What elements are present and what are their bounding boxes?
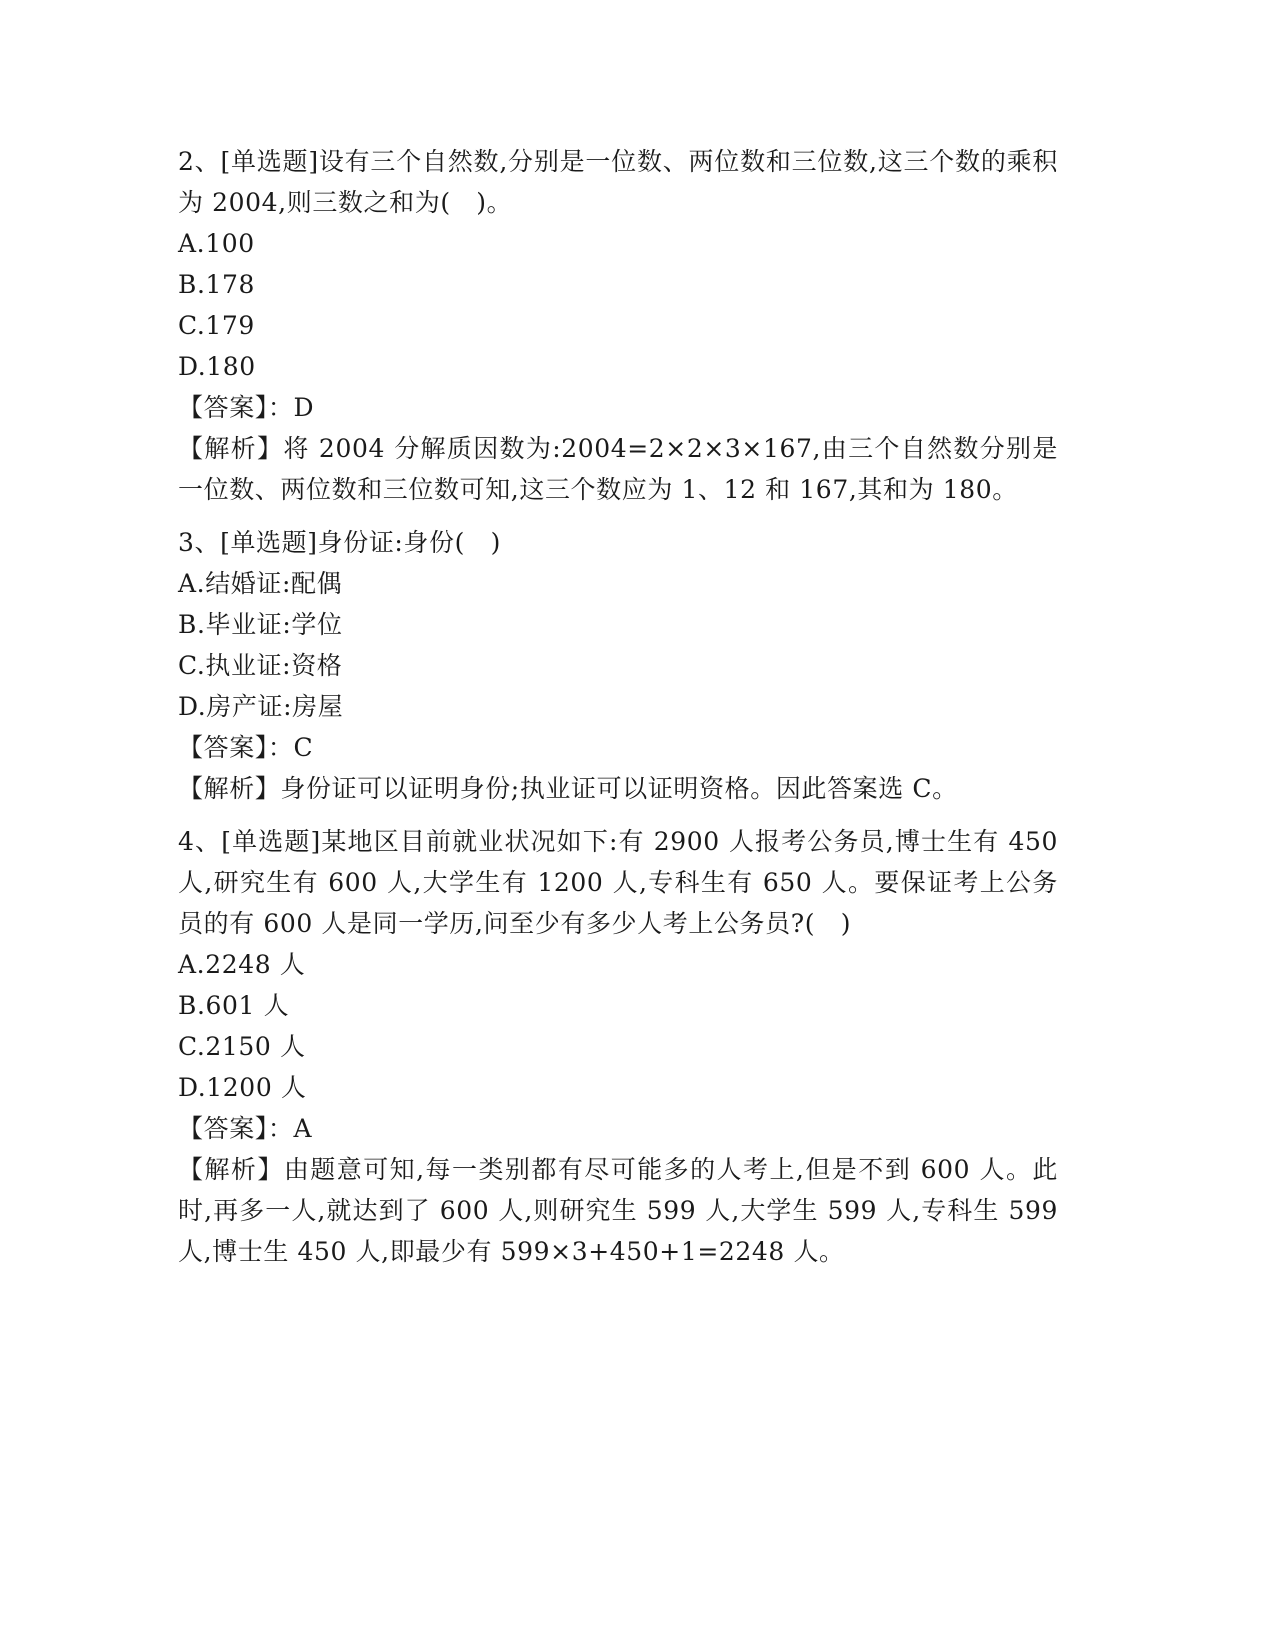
question-stem: 2、[单选题]设有三个自然数,分别是一位数、两位数和三位数,这三个数的乘积为 2004,则三数之和为( )。	[178, 147, 1058, 217]
question-block	[178, 821, 1058, 1272]
explanation-text: 将 2004 分解质因数为:2004=2×2×3×167,由三个自然数分别是一位数、两位数和三位数可知,这三个数应为 1、12 和 167,其和为 180。	[178, 434, 1058, 504]
answer-line	[178, 727, 1058, 768]
explanation-label: 【解析】	[178, 1155, 284, 1184]
answer-value: D	[293, 393, 315, 422]
question-stem: 3、[单选题]身份证:身份( )	[178, 528, 501, 557]
option-b: B.178	[178, 270, 256, 299]
explanation-text: 身份证可以证明身份;执业证可以证明资格。因此答案选 C。	[280, 774, 958, 803]
explanation-label: 【解析】	[178, 434, 284, 463]
document-page	[178, 141, 1058, 1272]
option-c: C.2150 人	[178, 1032, 306, 1061]
option-d: D.1200 人	[178, 1073, 307, 1102]
answer-value: A	[293, 1114, 313, 1143]
question-stem: 4、[单选题]某地区目前就业状况如下:有 2900 人报考公务员,博士生有 450 人,研究生有 600 人,大学生有 1200 人,专科生有 650 人。要保证考上公务员的有 600 人是同一学历,问至少有多少人考上公务员?( )	[178, 827, 1058, 938]
answer-label: 【答案】：	[178, 733, 294, 762]
option-c: C.执业证:资格	[178, 651, 343, 680]
option-a: A.结婚证:配偶	[178, 569, 343, 598]
option-a: A.100	[178, 229, 255, 258]
option-d: D.180	[178, 352, 256, 381]
question-block	[178, 141, 1058, 510]
explanation-text: 由题意可知,每一类别都有尽可能多的人考上,但是不到 600 人。此时,再多一人,就达到了 600 人,则研究生 599 人,大学生 599 人,专科生 599 人,博士生 450 人,即最少有 599×3+450+1=2248 人。	[178, 1155, 1059, 1266]
explanation-line	[178, 428, 1058, 510]
answer-label: 【答案】：	[178, 1114, 294, 1143]
option-b: B.毕业证:学位	[178, 610, 343, 639]
answer-value: C	[293, 733, 314, 762]
answer-line	[178, 1108, 1058, 1149]
question-block	[178, 522, 1058, 809]
explanation-line	[178, 768, 1058, 809]
answer-line	[178, 387, 1058, 428]
answer-label: 【答案】：	[178, 393, 294, 422]
option-b: B.601 人	[178, 991, 290, 1020]
explanation-line	[178, 1149, 1058, 1272]
option-a: A.2248 人	[178, 950, 306, 979]
option-d: D.房产证:房屋	[178, 692, 344, 721]
option-c: C.179	[178, 311, 255, 340]
explanation-label: 【解析】	[178, 774, 281, 803]
